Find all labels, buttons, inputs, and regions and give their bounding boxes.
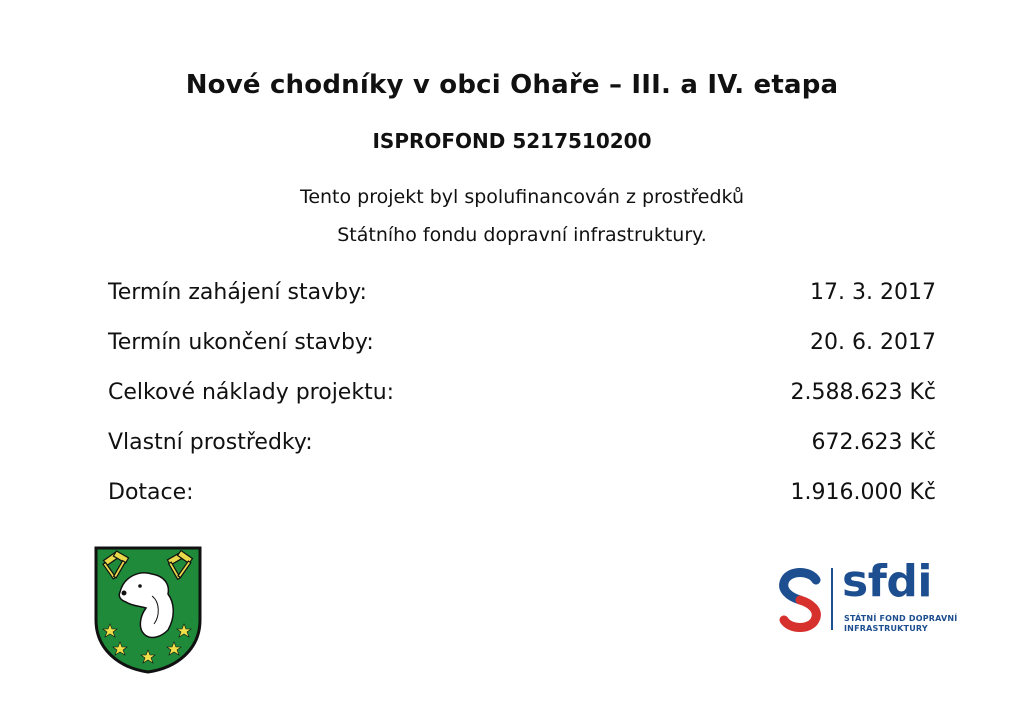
detail-label: Termín zahájení stavby:: [108, 280, 367, 305]
coat-of-arms-icon: [94, 546, 202, 674]
sfdi-logo-text: sfdi: [842, 556, 932, 607]
detail-label: Termín ukončení stavby:: [108, 330, 374, 355]
funding-statement: [0, 178, 1024, 254]
detail-label: Dotace:: [108, 480, 194, 505]
detail-label: Vlastní prostředky:: [108, 430, 313, 455]
detail-value: 1.916.000 Kč: [790, 480, 936, 505]
sfdi-logo-icon: [776, 566, 824, 634]
project-title: Nové chodníky v obci Ohaře – III. a IV. etapa: [185, 70, 839, 100]
detail-value: 2.588.623 Kč: [790, 380, 936, 405]
detail-label: Celkové náklady projektu:: [108, 380, 395, 405]
detail-row-end-date: [108, 330, 936, 362]
detail-row-start-date: [108, 280, 936, 312]
detail-value: 20. 6. 2017: [810, 330, 936, 355]
detail-row-total-cost: [108, 380, 936, 412]
sfdi-tagline-line-1: STÁTNÍ FOND DOPRAVNÍ: [844, 614, 958, 623]
sfdi-logo-divider: [831, 568, 833, 630]
detail-value: 17. 3. 2017: [810, 280, 936, 305]
detail-row-own-funds: [108, 430, 936, 462]
isprofond-code: ISPROFOND 5217510200: [372, 129, 652, 153]
sfdi-tagline-line-2: INFRASTRUKTURY: [844, 624, 928, 633]
funding-statement-line-1: Tento projekt byl spolufinancován z prostředků: [299, 186, 745, 208]
sfdi-logo-tagline: [844, 614, 957, 634]
detail-value: 672.623 Kč: [811, 430, 936, 455]
detail-row-subsidy: [108, 480, 936, 512]
funding-statement-line-2: Státního fondu dopravní infrastruktury.: [337, 224, 707, 246]
